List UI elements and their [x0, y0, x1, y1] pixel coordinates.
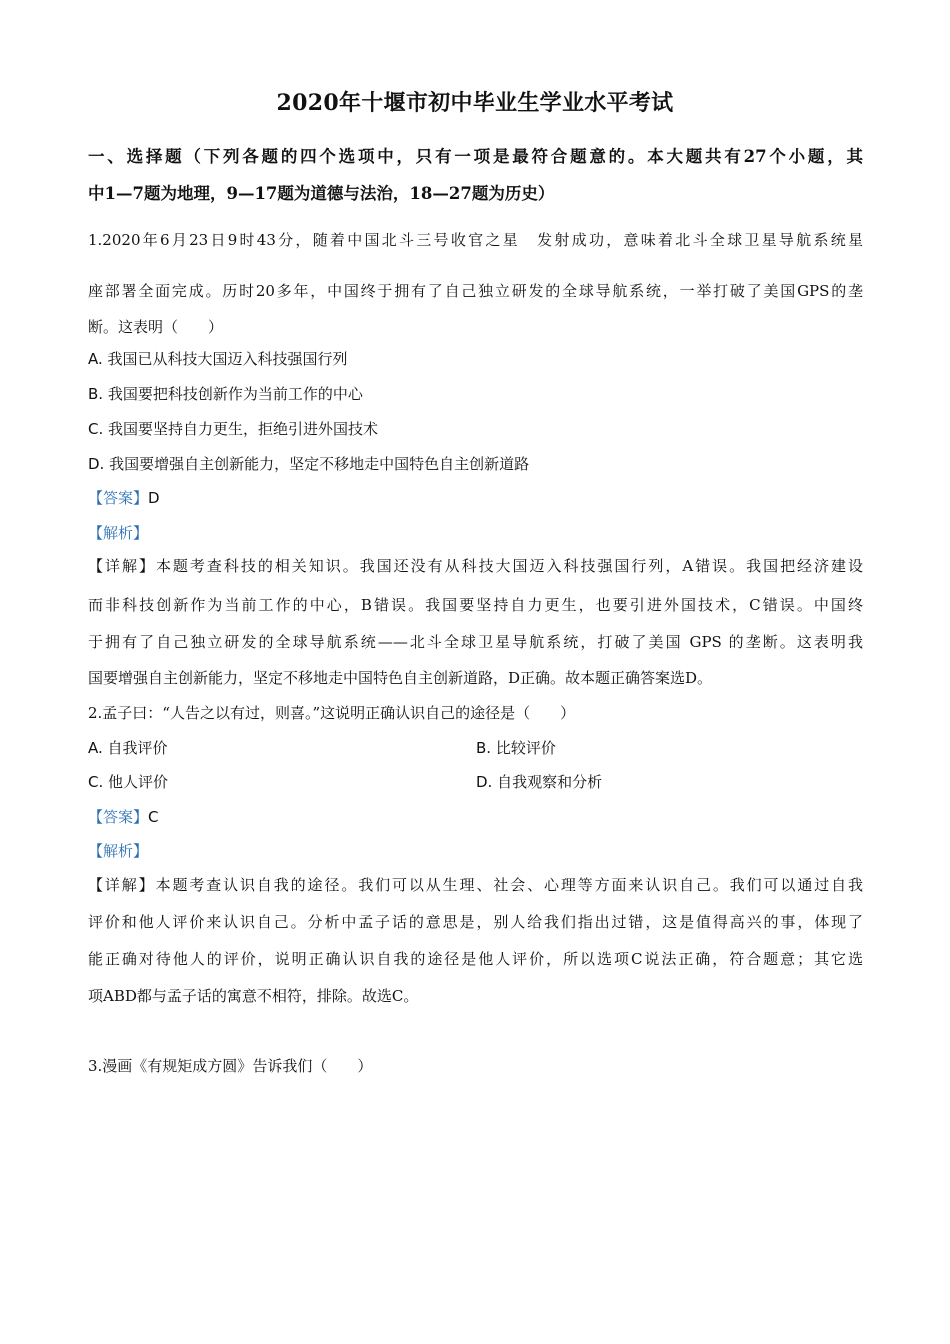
q1-stem-line-3: 断。这表明（ ） [88, 318, 224, 336]
q2-option-d-text: 自我观察和分析 [497, 773, 603, 791]
q1-option-c [88, 418, 378, 439]
q2-answer [88, 806, 159, 827]
q2-stem: 2.孟子曰：“人告之以有过，则喜。”这说明正确认识自己的途径是（ ） [88, 704, 576, 722]
q1-option-a-letter: A. [88, 350, 103, 368]
q1-option-d [88, 453, 529, 474]
q2-answer-tag: 【答案】 [88, 808, 149, 826]
q1-stem-line-1: 1.2020年6月23日9时43分，随着中国北斗三号收官之星 发射成功，意味着北斗全球卫星导航系统星 [88, 231, 863, 249]
q2-detail-line-1 [88, 874, 863, 895]
q2-option-d-letter: D. [476, 773, 493, 791]
q1-option-a-text: 我国已从科技大国迈入科技强国行列 [107, 350, 348, 368]
q2-detail-tag: 【详解】 [88, 876, 156, 894]
q1-detail-line-2: 而非科技创新作为当前工作的中心，B错误。我国要坚持自力更生，也要引进外国技术，C错误。中国终 [88, 596, 863, 614]
q2-option-b-text: 比较评价 [495, 739, 556, 757]
q1-option-b-letter: B. [88, 385, 104, 403]
q1-option-c-text: 我国要坚持自力更生，拒绝引进外国技术 [108, 420, 379, 438]
q1-detail-line-4: 国要增强自主创新能力，坚定不移地走中国特色自主创新道路，D正确。故本题正确答案选D。 [88, 669, 713, 687]
q2-detail-line-2: 评价和他人评价来认识自己。分析中孟子话的意思是，别人给我们指出过错，这是值得高兴的事，体现了 [88, 913, 863, 931]
q2-detail-line-3: 能正确对待他人的评价，说明正确认识自我的途径是他人评价，所以选项C说法正确，符合题意；其它选 [88, 950, 863, 968]
q2-option-c-letter: C. [88, 773, 104, 791]
q2-option-a-text: 自我评价 [107, 739, 168, 757]
q3-stem: 3.漫画《有规矩成方圆》告诉我们（ ） [88, 1057, 373, 1075]
q1-option-a [88, 348, 348, 369]
q1-answer [88, 487, 160, 508]
section-heading-line-2: 中1—7题为地理，9—17题为道德与法治，18—27题为历史） [88, 184, 555, 203]
q1-stem-line-2: 座部署全面完成。历时20多年，中国终于拥有了自己独立研发的全球导航系统，一举打破了美国GPS的垄 [88, 282, 863, 300]
q1-option-d-text: 我国要增强自主创新能力，坚定不移地走中国特色自主创新道路 [109, 455, 530, 473]
q1-option-d-letter: D. [88, 455, 105, 473]
q2-option-b-letter: B. [476, 739, 492, 757]
q1-detail-line-3: 于拥有了自己独立研发的全球导航系统——北斗全球卫星导航系统，打破了美国 GPS 的垄断。这表明我 [88, 633, 863, 651]
q1-option-c-letter: C. [88, 420, 104, 438]
q1-detail-line-1 [88, 555, 863, 576]
q2-option-a [88, 737, 168, 758]
q2-answer-value: C [148, 808, 159, 826]
q2-option-c [88, 771, 168, 792]
q1-detail-tag: 【详解】 [88, 557, 156, 575]
q1-answer-value: D [148, 489, 160, 507]
q2-detail-text-1: 本题考查认识自我的途径。我们可以从生理、社会、心理等方面来认识自己。我们可以通过自我 [155, 876, 863, 894]
q2-option-b [476, 737, 556, 758]
q2-option-a-letter: A. [88, 739, 103, 757]
q1-option-b-text: 我国要把科技创新作为当前工作的中心 [107, 385, 363, 403]
q1-analysis-tag: 【解析】 [88, 524, 149, 542]
q1-detail-text-1: 本题考查科技的相关知识。我国还没有从科技大国迈入科技强国行列，A错误。我国把经济建设 [155, 557, 863, 575]
q1-option-b [88, 383, 363, 404]
q1-answer-tag: 【答案】 [88, 489, 149, 507]
q2-analysis-tag: 【解析】 [88, 842, 149, 860]
page-title: 2020年十堰市初中毕业生学业水平考试 [276, 90, 674, 116]
section-heading-line-1: 一、选择题（下列各题的四个选项中，只有一项是最符合题意的。本大题共有27个小题，其 [88, 147, 863, 166]
q2-option-c-text: 他人评价 [108, 773, 169, 791]
q2-detail-line-4: 项ABD都与孟子话的寓意不相符，排除。故选C。 [88, 987, 419, 1005]
q2-option-d [476, 771, 602, 792]
